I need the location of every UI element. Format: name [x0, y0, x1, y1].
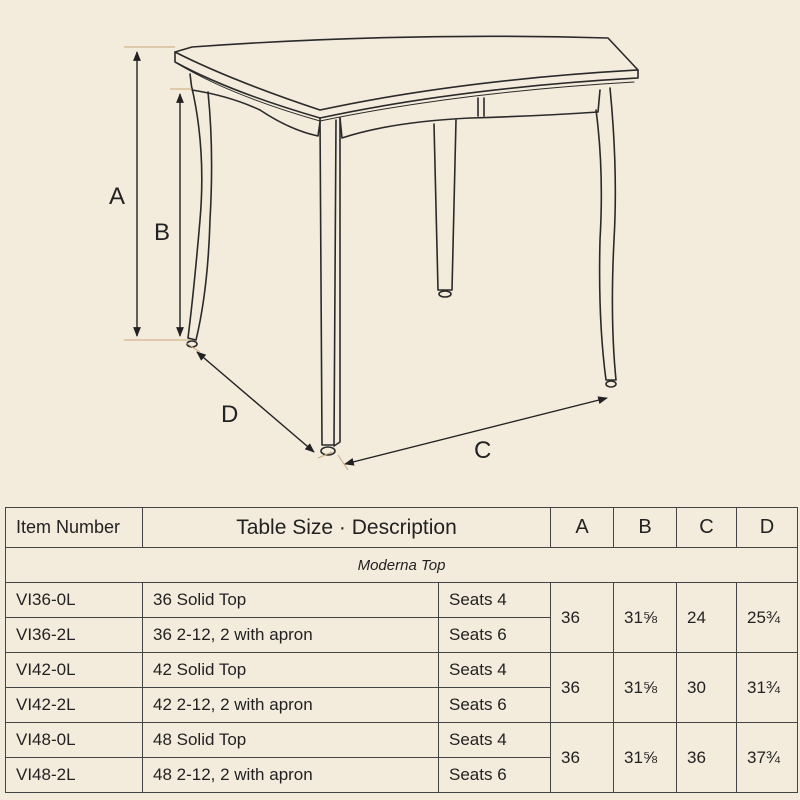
- table-row: [6, 583, 798, 618]
- section-row: [6, 548, 798, 583]
- table-row: [6, 653, 798, 688]
- header-description: Table Size · Description: [143, 508, 551, 548]
- tabletop: [175, 36, 638, 110]
- table-leg-left: [188, 88, 212, 340]
- header-item-number: Item Number: [6, 508, 143, 548]
- table-size: 36 2-12, 2 with apron: [143, 618, 439, 653]
- value-b: 31⅝: [614, 583, 677, 653]
- header-d: D: [737, 508, 798, 548]
- value-b: 31⅝: [614, 723, 677, 793]
- dimension-label-b: B: [154, 219, 171, 246]
- dimension-line-d: [197, 352, 314, 452]
- table-leg-right: [596, 88, 616, 380]
- table-leg-front: [320, 118, 336, 445]
- seats: Seats 4: [439, 723, 551, 758]
- table-size: 42 Solid Top: [143, 653, 439, 688]
- table-size: 36 Solid Top: [143, 583, 439, 618]
- table-row: [6, 723, 798, 758]
- seats: Seats 4: [439, 653, 551, 688]
- seats: Seats 4: [439, 583, 551, 618]
- table-size: 42 2-12, 2 with apron: [143, 688, 439, 723]
- table-leg-back: [434, 120, 456, 290]
- item-number: VI36-0L: [6, 583, 143, 618]
- value-a: 36: [551, 723, 614, 793]
- value-d: 25¾: [737, 583, 798, 653]
- value-d: 37¾: [737, 723, 798, 793]
- value-c: 24: [677, 583, 737, 653]
- seats: Seats 6: [439, 688, 551, 723]
- value-b: 31⅝: [614, 653, 677, 723]
- value-d: 31¾: [737, 653, 798, 723]
- table-header-row: [6, 508, 798, 548]
- header-a: A: [551, 508, 614, 548]
- item-number: VI42-0L: [6, 653, 143, 688]
- value-c: 30: [677, 653, 737, 723]
- value-c: 36: [677, 723, 737, 793]
- seats: Seats 6: [439, 618, 551, 653]
- item-number: VI48-2L: [6, 758, 143, 793]
- dimension-label-a: A: [109, 183, 126, 210]
- table-size: 48 Solid Top: [143, 723, 439, 758]
- dimension-label-d: D: [221, 401, 239, 428]
- item-number: VI36-2L: [6, 618, 143, 653]
- header-b: B: [614, 508, 677, 548]
- dimensions-table: [5, 507, 798, 793]
- item-number: VI48-0L: [6, 723, 143, 758]
- seats: Seats 6: [439, 758, 551, 793]
- dimension-label-c: C: [474, 437, 492, 464]
- value-a: 36: [551, 653, 614, 723]
- table-size: 48 2-12, 2 with apron: [143, 758, 439, 793]
- value-a: 36: [551, 583, 614, 653]
- item-number: VI42-2L: [6, 688, 143, 723]
- header-c: C: [677, 508, 737, 548]
- section-title: Moderna Top: [6, 548, 798, 583]
